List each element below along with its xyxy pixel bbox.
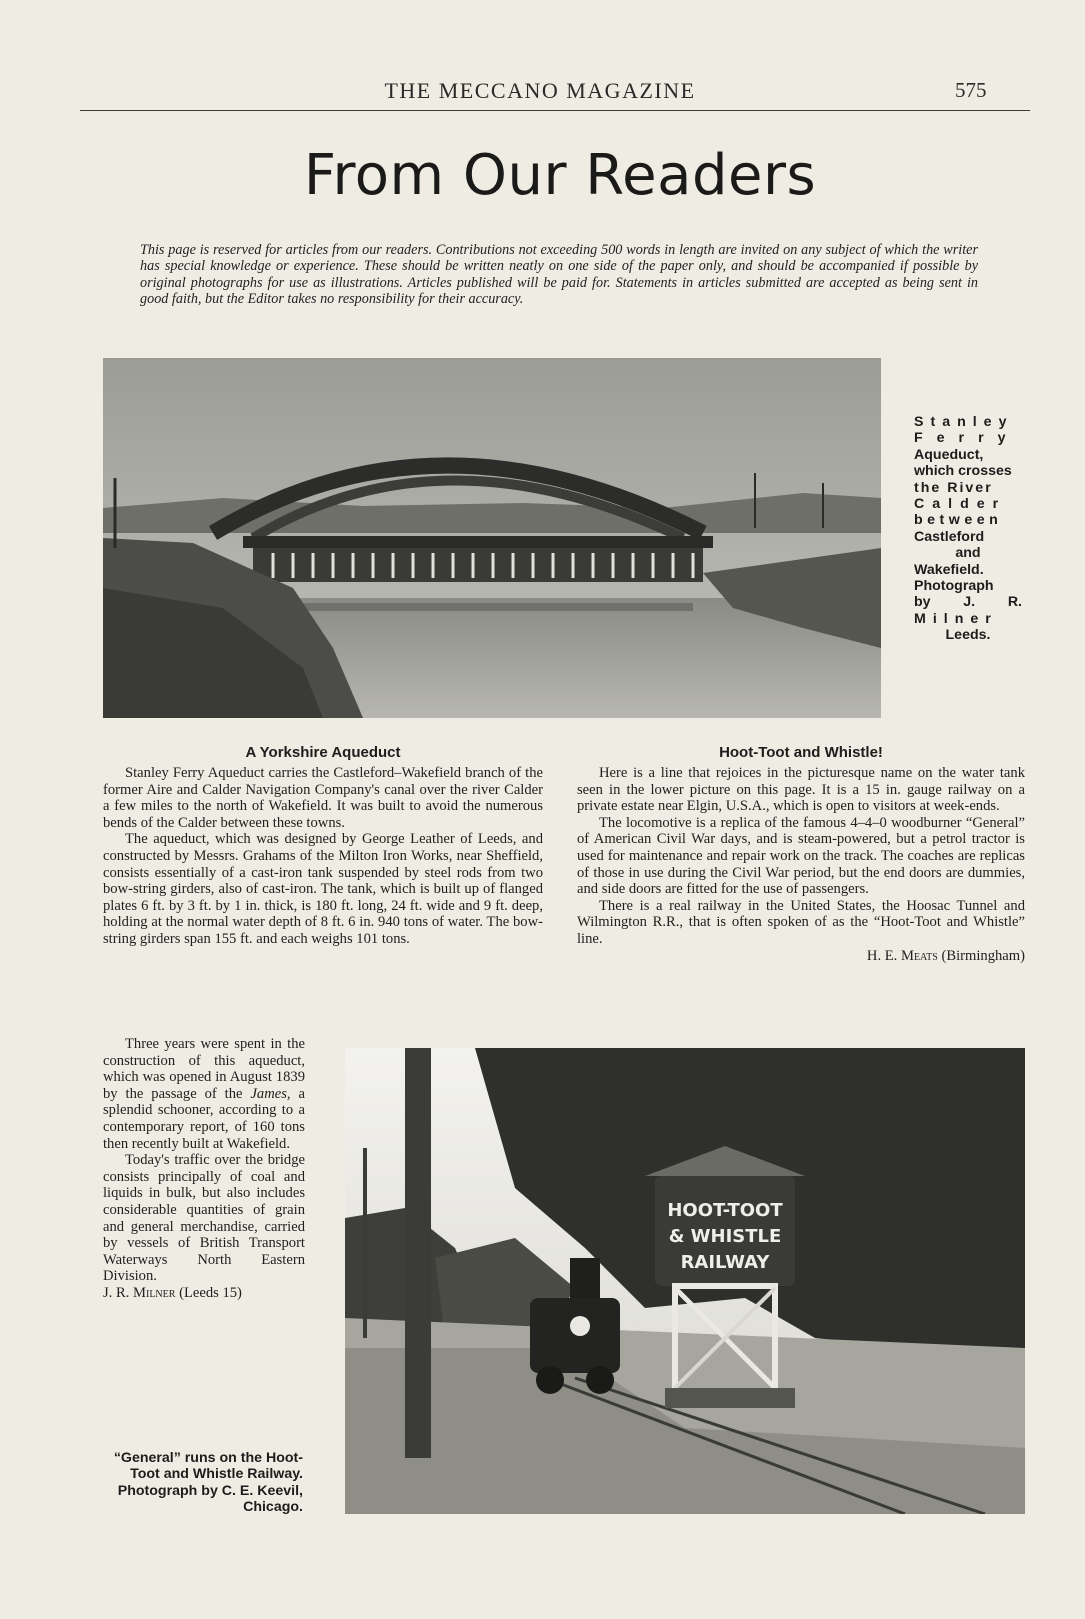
text-run: a splendid schooner, according to a contemporary report, of 160 tons then recently built at Wakefield.	[103, 1085, 305, 1152]
paragraph: Here is a line that rejoices in the picturesque name on the water tank seen in the lower picture on this page. It is a 15 in. gauge railway on a private estate near Elgin, U.S.A., which is open to visitors at week-ends.	[577, 765, 1025, 815]
train-photo	[345, 1048, 1025, 1514]
section-title: From Our Readers	[303, 143, 817, 208]
caption-line: Aqueduct,	[914, 446, 984, 463]
author-initials: H. E.	[866, 947, 901, 964]
caption-line-spaced	[914, 430, 1022, 446]
paragraph: Stanley Ferry Aqueduct carries the Castleford–Wakefield branch of the former Aire and Calder Navigation Company's canal over the river Calder a few miles to the north of Wakefield. It was built to avoid the numerous bends of the Calder between these towns.	[103, 765, 543, 831]
author-place: (Leeds 15)	[175, 1284, 242, 1301]
article-body-hoot-toot	[577, 765, 1025, 964]
caption-line-spaced	[914, 414, 1022, 430]
caption-word: Stanley	[914, 414, 1014, 430]
author-initials: J. R.	[103, 1284, 134, 1301]
caption-line: the River	[914, 479, 993, 496]
author-name: Meats	[900, 947, 938, 964]
author-signature	[577, 948, 1025, 965]
paragraph: Today's traffic over the bridge consists principally of coal and liquids in bulk, but also includes considerable quantities of grain and general merchandise, carried by vessels of British Transport Waterways North Eastern Division.	[103, 1152, 305, 1285]
tank-sign-line2: & WHISTLE	[668, 1226, 782, 1247]
paragraph: The locomotive is a replica of the famous 4–4–0 woodburner “General” of American Civil War days, and is steam-powered, but a petrol tractor is used for maintenance and repair work on the track. The coaches are replicas of those in use during the Civil War period, but the end doors are dummies, and side doors are fitted for the use of passengers.	[577, 814, 1025, 898]
ship-name: James,	[250, 1085, 291, 1102]
article-body-aqueduct-continued	[103, 1036, 305, 1302]
article-body-aqueduct	[103, 765, 543, 948]
aqueduct-caption	[914, 414, 1022, 644]
caption-line: Castleford	[914, 528, 985, 545]
caption-word: Ferry	[914, 430, 1020, 447]
text-run: Three years were spent in the construction of this aqueduct, which was opened in August 1839 by the passage of the	[103, 1036, 305, 1102]
author-name: Milner	[133, 1284, 176, 1301]
caption-line-spaced	[914, 594, 1022, 610]
header-rule	[80, 110, 1030, 111]
caption-word: J.	[963, 594, 976, 611]
tank-sign-line3: RAILWAY	[680, 1252, 770, 1273]
caption-line: which crosses	[914, 463, 1012, 480]
caption-line: Milner	[914, 610, 998, 627]
train-caption: “General” runs on the Hoot-Toot and Whistle Railway. Photograph by C. E. Keevil, Chicago.	[113, 1450, 303, 1516]
paragraph: The aqueduct, which was designed by George Leather of Leeds, and constructed by Messrs. Grahams of the Milton Iron Works, near Sheffield, consists essentially of a cast-iron tank suspended by steel rods from two bow-string girders, also of cast-iron. The tank, which is built up of flanged plates 6 ft. by 3 ft. by 1 in. thick, is 180 ft. long, 24 ft. wide and 9 ft. deep, holding at the normal water depth of 8 ft. 6 in. 940 tons of water. The bow-string girders span 155 ft. and each weighs 101 tons.	[103, 831, 543, 947]
caption-line: Calder	[914, 496, 1007, 513]
caption-line: Leeds.	[945, 627, 991, 644]
author-signature	[103, 1285, 305, 1302]
section-intro: This page is reserved for articles from our readers. Contributions not exceeding 500 words in length are invited on any subject of which the writer has special knowledge or experience. These should be written neatly on one side of the paper only, and should be accompanied if possible by original photographs for use as illustrations. Articles published will be paid for. Statements in articles submitted are accepted as being sent in good faith, but the Editor takes no responsibility for their accuracy.	[140, 242, 978, 308]
caption-word: R.	[1007, 594, 1022, 611]
caption-line: Photograph	[914, 578, 994, 595]
aqueduct-photo	[103, 358, 881, 718]
tank-sign-line1: HOOT-TOOT	[667, 1200, 783, 1221]
page-number: 575	[955, 78, 987, 102]
caption-line: between	[914, 512, 1003, 529]
caption-line: and	[955, 545, 981, 562]
paragraph: There is a real railway in the United States, the Hoosac Tunnel and Wilmington R.R., that is often spoken of as the “Hoot-Toot and Whistle” line.	[577, 897, 1025, 947]
paragraph	[103, 1036, 305, 1152]
article-heading-hoot-toot: Hoot-Toot and Whistle!	[719, 744, 883, 761]
article-heading-aqueduct: A Yorkshire Aqueduct	[245, 744, 401, 761]
caption-line: Wakefield.	[914, 561, 984, 578]
author-place: (Birmingham)	[937, 947, 1025, 964]
magazine-title: THE MECCANO MAGAZINE	[384, 78, 696, 103]
caption-word: by	[914, 594, 931, 611]
